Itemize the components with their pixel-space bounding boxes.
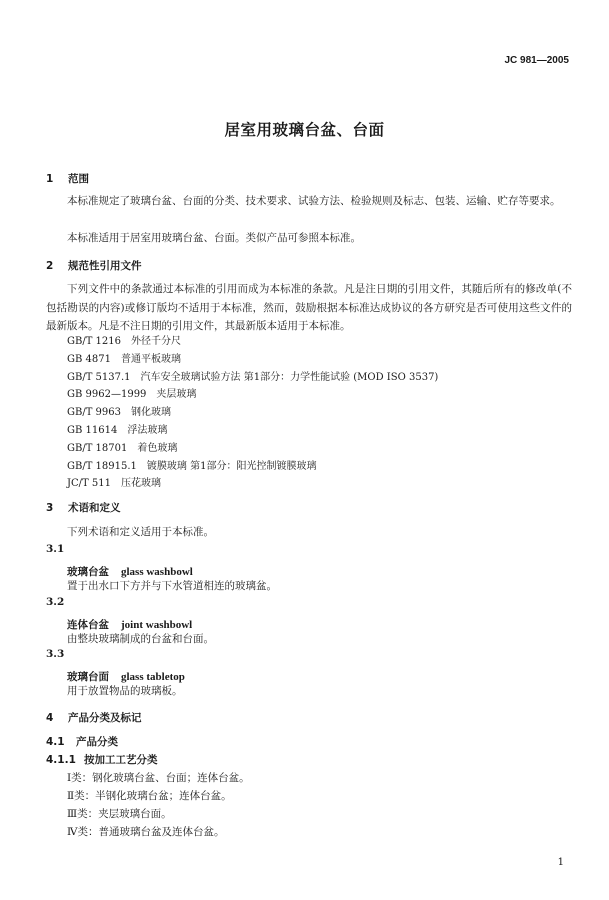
term-english: glass washbowl [121,566,193,578]
term-name [67,560,193,579]
term-definition: 用于放置物品的玻璃板。 [67,685,183,697]
class-item: Ⅱ类：半钢化玻璃台盆；连体台盆。 [67,790,232,802]
reference-title: 浮法玻璃 [127,425,168,436]
reference-item [67,474,161,489]
term-definition: 置于出水口下方并与下水管道相连的玻璃盆。 [67,580,277,592]
reference-item [67,457,316,472]
section-1-para-2: 本标准适用于居室用玻璃台盆、台面。类似产品可参照本标准。 [67,232,361,244]
reference-code: GB/T 1216 [67,336,122,347]
reference-item [67,421,167,436]
subsection-number: 4.1 [46,736,65,748]
page-number: 1 [557,857,564,868]
term-chinese: 玻璃台盆 [67,566,109,578]
document-title: 居室用玻璃台盆、台面 [224,121,385,139]
section-number: 4 [46,712,54,724]
reference-title: 普通平板玻璃 [120,353,181,365]
section-title: 范围 [68,173,89,185]
section-1-heading [46,171,89,186]
reference-code: GB 11614 [67,425,118,436]
reference-code: GB/T 18915.1 [67,460,137,472]
subsection-4-1-heading [46,734,118,749]
reference-title: 夹层玻璃 [156,389,197,401]
reference-title: 压花玻璃 [120,478,161,490]
term-number: 3.1 [46,543,65,555]
section-title: 产品分类及标记 [68,712,142,724]
term-english: glass tabletop [121,671,185,683]
reference-item [67,385,196,400]
section-3-para: 下列术语和定义适用于本标准。 [67,526,214,538]
section-number: 1 [46,173,54,185]
reference-code: GB 4871 [67,353,111,365]
term-english: joint washbowl [121,619,193,631]
term-number: 3.3 [46,648,65,660]
section-number: 2 [46,260,54,272]
reference-code: GB/T 5137.1 [67,371,131,383]
section-2-para: 下列文件中的条款通过本标准的引用而成为本标准的条款。凡是注日期的引用文件，其随后所有的修改单(不包括勘误的内容)或修订版均不适用于本标准，然而，鼓励根据本标准达成协议的各方研究是否可使用这些文件的最新版本。凡是不注日期的引用文件，其最新版本适用于本标准。 [46,283,572,332]
term-definition: 由整块玻璃制成的台盆和台面。 [67,633,214,645]
section-title: 术语和定义 [68,502,121,514]
reference-title: 着色玻璃 [137,442,178,454]
subsection-title: 产品分类 [76,736,118,748]
subsection-4-1-1-heading [46,752,158,767]
standard-code: JC 981—2005 [504,55,569,66]
reference-title: 镀膜玻璃 第1部分：阳光控制镀膜玻璃 [146,460,317,472]
reference-item [67,439,177,454]
section-4-heading [46,710,142,725]
term-chinese: 玻璃台面 [67,671,109,683]
reference-code: GB/T 9963 [67,407,122,419]
term-chinese: 连体台盆 [67,619,109,631]
section-title: 规范性引用文件 [68,260,142,272]
section-1-para-1: 本标准规定了玻璃台盆、台面的分类、技术要求、试验方法、检验规则及标志、包装、运输、贮存等要求。 [67,195,561,207]
section-2-heading [46,258,142,273]
reference-title: 钢化玻璃 [131,407,172,419]
term-name [67,613,192,632]
reference-code: GB/T 18701 [67,442,128,454]
reference-item [67,403,171,418]
reference-title: 外径千分尺 [131,336,182,347]
reference-item [67,332,181,347]
reference-title: 汽车安全玻璃试验方法 第1部分：力学性能试验 (MOD ISO 3537) [140,371,439,383]
class-item: Ⅳ类：普通玻璃台盆及连体台盆。 [67,826,225,838]
class-item: Ⅰ类：钢化玻璃台盆、台面；连体台盆。 [67,772,250,784]
section-number: 3 [46,502,54,514]
term-name [67,665,185,684]
reference-item [67,350,181,365]
class-item: Ⅲ类：夹层玻璃台面。 [67,808,172,820]
term-number: 3.2 [46,596,65,608]
section-3-heading [46,500,121,515]
reference-code: GB 9962—1999 [67,389,147,401]
reference-item [67,368,438,383]
subsection-title: 按加工工艺分类 [84,754,158,766]
subsection-number: 4.1.1 [46,754,76,766]
reference-code: JC/T 511 [67,478,111,490]
